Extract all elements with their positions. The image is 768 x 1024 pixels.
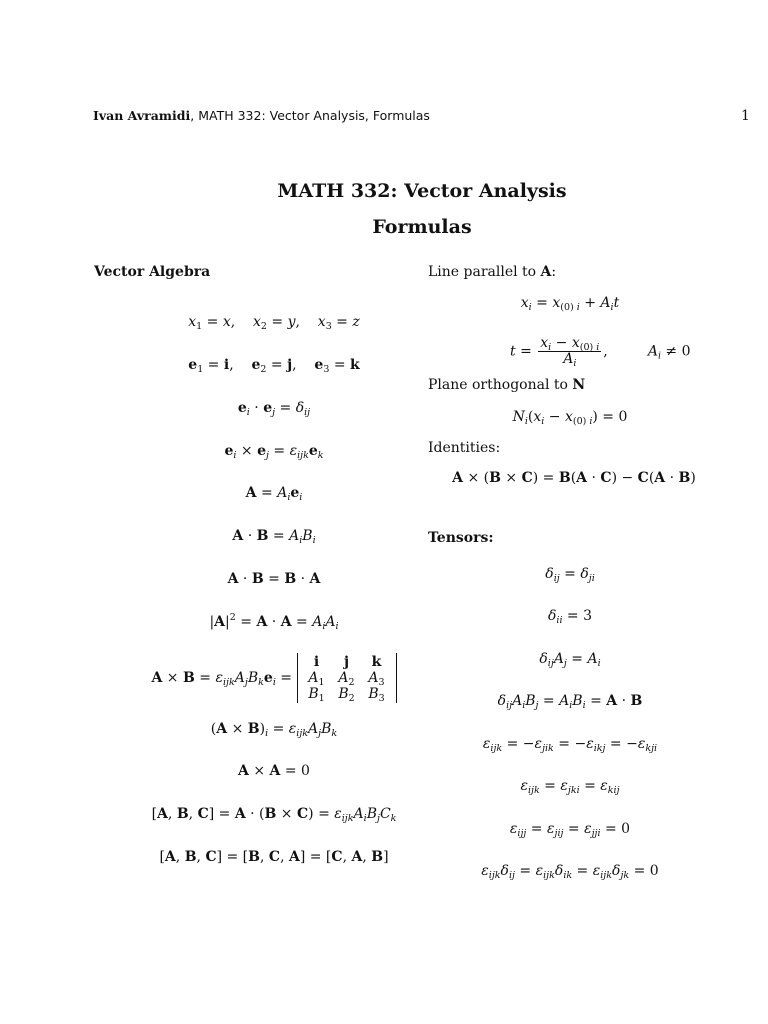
fraction: $\frac{x_i - x_{(0) i}}{A_i}$: [540, 335, 600, 369]
equation-basis-vectors: $e_1 = i$, $e_2 = j$, $e_3 = k$: [188, 357, 360, 375]
equation-cross-self: A × A = 0: [238, 763, 310, 779]
equation-delta-contract: $\delta_{ij}A_j = A_i$: [539, 651, 601, 669]
label-identities: Identities:: [428, 440, 501, 456]
equation-epsilon-repeated: $\varepsilon_{ijj} = \varepsilon_{jij} = \varepsilon_{jji} = 0$: [509, 821, 631, 839]
determinant-matrix: [297, 653, 397, 703]
det-cell: j: [343, 654, 350, 670]
equation-delta-trace: $\delta_{ii} = 3$: [547, 608, 593, 626]
equation-epsilon-antisymmetric: $\varepsilon_{ijk} = -\varepsilon_{jik} = -\varepsilon_{ikj} = -\varepsilon_{kji}$: [482, 736, 658, 754]
det-cell: $A_3$: [368, 670, 385, 688]
equation-epsilon-cyclic: $\varepsilon_{ijk} = \varepsilon_{jki} = \varepsilon_{kij}$: [520, 778, 620, 796]
equation-line-param: $x_i = x_{(0) i} + A_it$: [520, 295, 620, 313]
det-cell: $B_1$: [308, 686, 325, 704]
equation-triple-cyclic: [A, B, C] = [B, C, A] = [C, A, B]: [159, 849, 389, 865]
det-cell: $A_2$: [338, 670, 355, 688]
equation-norm: $|A|^2 = A \cdot A = A_iA_i$: [209, 612, 339, 632]
equation-cross-basis: $e_i \times e_j = \varepsilon_{ijk}e_k$: [224, 443, 324, 461]
running-header: [93, 108, 430, 123]
label-plane-orthogonal: [428, 377, 585, 393]
section-heading-vector-algebra: Vector Algebra: [94, 264, 211, 280]
course-header-text: , MATH 332: Vector Analysis, Formulas: [190, 108, 430, 123]
equation-dot-product: $A \cdot B = A_iB_i$: [232, 528, 316, 546]
label-plane-text: Plane orthogonal to: [428, 377, 573, 393]
label-line-parallel-vector: A: [540, 264, 552, 280]
det-cell: $A_1$: [308, 670, 325, 688]
label-plane-vector: N: [572, 377, 586, 393]
page-subtitle: Formulas: [372, 216, 472, 238]
page-title: MATH 332: Vector Analysis: [277, 180, 567, 202]
equation-plane: $N_i(x_i - x_{(0) i}) = 0$: [512, 409, 628, 427]
det-cell: i: [313, 654, 320, 670]
equation-delta-dot: $\delta_{ij}A_iB_j = A_iB_i = A \cdot B$: [497, 693, 643, 711]
equation-vector-components: $A = A_ie_i$: [245, 485, 303, 503]
equation-line-t: t = $\frac{x_i - x_{(0) i}}{A_i}$ , $A_i \ne 0$: [509, 335, 691, 369]
section-heading-tensors: Tensors:: [428, 530, 494, 546]
equation-dot-basis: $e_i \cdot e_j = \delta_{ij}$: [237, 400, 311, 418]
equation-bac-cab: A × (B × C) = B(A · C) − C(A · B): [452, 470, 696, 486]
equation-coordinates: $x_1 = x$, $x_2 = y$, $x_3 = z$: [188, 314, 360, 332]
author-name: Ivan Avramidi: [93, 108, 191, 123]
det-cell: $B_2$: [338, 686, 355, 704]
equation-cross-component: $(A \times B)_i = \varepsilon_{ijk}A_jB_k$: [210, 721, 338, 739]
page-number: 1: [741, 108, 750, 124]
equation-cross-determinant: $A \times B = \varepsilon_{ijk}A_jB_ke_i$ = i j k $A_1$ $A_2$ $A_3$ $B_1$ $B_2$ $B_3$: [94, 653, 454, 703]
det-cell: k: [371, 654, 382, 670]
equation-delta-symmetric: $\delta_{ij} = \delta_{ji}$: [545, 566, 595, 584]
label-line-parallel: Line parallel to A:: [428, 264, 557, 280]
label-line-parallel-text: Line parallel to: [428, 264, 541, 280]
det-cell: $B_3$: [368, 686, 385, 704]
equation-dot-commutative: A · B = B · A: [227, 571, 321, 587]
equation-epsilon-delta: $\varepsilon_{ijk}\delta_{ij} = \varepsilon_{ijk}\delta_{ik} = \varepsilon_{ijk}\delta_{jk} = 0$: [481, 863, 659, 881]
equation-triple-product: [A, B, $C] = A \cdot (B \times C) = \varepsilon_{ijk}A_iB_jC_k$: [151, 806, 397, 824]
